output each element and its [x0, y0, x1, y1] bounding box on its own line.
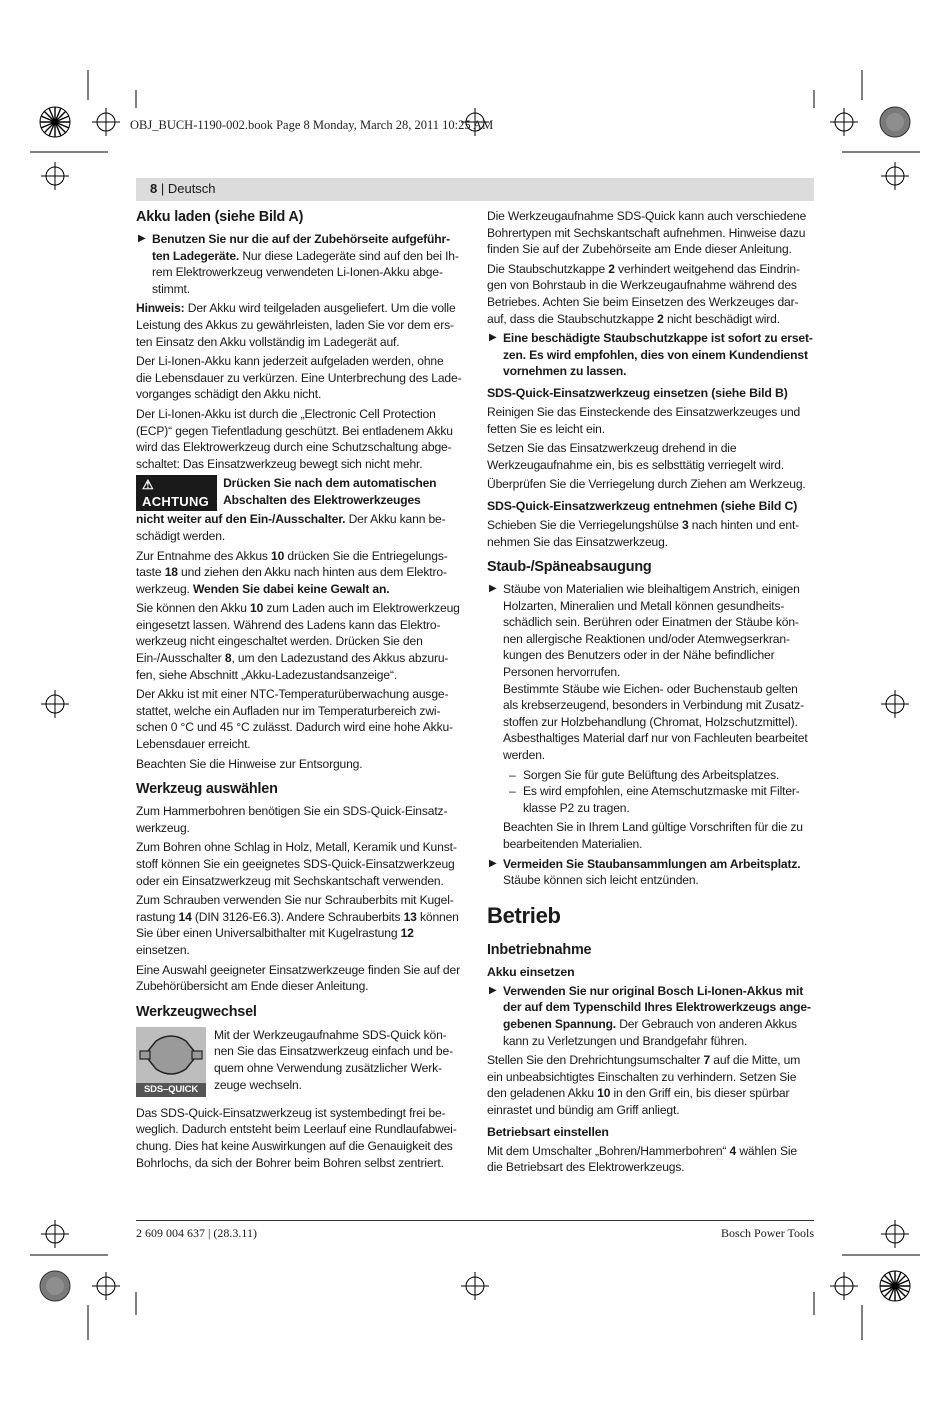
- para-warning-cont: nicht weiter auf den Ein-/Ausschalter. Der Akku kann beschädigt werden.: [136, 512, 446, 543]
- triangle-bullet-icon: ▶: [489, 332, 497, 344]
- para-eiche: Bestimmte Stäube wie Eichen- oder Buchenstaub gelten als krebserzeugend, besonders in Verbindung mit Zusatzstoffen zur Holzbehandlung (Chromat, Holzschutzmittel). Asbesthaltiges Material darf nur von Fachleuten bearbeitet werden.: [503, 681, 808, 763]
- triangle-bullet-icon: ▶: [138, 233, 146, 244]
- para-aufnahme: Die Werkzeugaufnahme SDS-Quick kann auch verschiedene Bohrertypen mit Sechskantschaft aufnehmen. Hinweise dazu finden Sie auf der Zubehörseite am Ende dieser Anleitung.: [487, 209, 807, 257]
- para-bohren: Zum Bohren ohne Schlag in Holz, Metall, Keramik und Kunststoff können Sie ein geeignetes SDS-Quick-Einsatzwerkzeug oder ein Einsatzwerkzeug mit Sechskantschaft verwenden.: [136, 840, 457, 888]
- heading-absaugung: Staub-/Späneabsaugung: [487, 559, 652, 576]
- left-column: [136, 208, 462, 1174]
- heading-werkzeug-auswaehlen: Werkzeug auswählen: [136, 781, 278, 798]
- heading-betrieb: Betrieb: [487, 902, 561, 928]
- bullet-ladegeraete: ▶ Benutzen Sie nur die auf der Zubehörseite aufgeführten Ladegeräte. Nur diese Ladegeräte sind auf den bei Ihrem Elektrowerkzeug verwendeten Li-Ionen-Akku abgestimmt.: [138, 232, 459, 296]
- footer-brand: Bosch Power Tools: [721, 1226, 814, 1240]
- right-column: [487, 208, 813, 1179]
- para-umschalter: Mit dem Umschalter „Bohren/Hammerbohren“ 4 wählen Sie die Betriebsart des Elektrowerkzeugs.: [487, 1143, 797, 1175]
- footer-rule: [136, 1220, 814, 1221]
- heading-akku-laden: Akku laden (siehe Bild A): [136, 209, 304, 225]
- page-header: [136, 178, 814, 201]
- grey-disc-bottom-left: [40, 1271, 70, 1301]
- para-liion-1: Der Li-Ionen-Akku kann jederzeit aufgeladen werden, ohne die Lebensdauer zu verkürzen. Eine Unterbrechung des Ladevorganges schädigt den Akku nicht.: [136, 354, 462, 402]
- triangle-bullet-icon: ▶: [489, 857, 497, 869]
- starburst-bottom-right: [880, 1271, 910, 1301]
- para-hammer: Zum Hammerbohren benötigen Sie ein SDS-Quick-Einsatzwerkzeug.: [136, 804, 448, 835]
- heading-entnehmen: SDS-Quick-Einsatzwerkzeug entnehmen (siehe Bild C): [487, 498, 798, 513]
- heading-werkzeugwechsel: Werkzeugwechsel: [136, 1003, 257, 1020]
- para-schieben: Schieben Sie die Verriegelungshülse 3 nach hinten und entnehmen Sie das Einsatzwerkzeug.: [487, 517, 800, 549]
- page-number: 8: [150, 181, 158, 196]
- para-auswahl: Eine Auswahl geeigneter Einsatzwerkzeuge finden Sie auf der Zubehörübersicht am Ende dieser Anleitung.: [136, 962, 460, 994]
- para-sds-fig: Mit der Werkzeugaufnahme SDS-Quick können Sie das Einsatzwerkzeug einfach und bequem ohne Verwendung zusätzlicher Werkzeuge wechseln.: [214, 1027, 454, 1092]
- para-sds-frei: Das SDS-Quick-Einsatzwerkzeug ist systembedingt frei beweglich. Dadurch entsteht beim Leerlauf eine Rundlaufabweichung. Dies hat keine Auswirkungen auf die Genauigkeit des Bohrlochs, da sich der Bohrer beim Bohren selbst zentriert.: [136, 1105, 457, 1170]
- footer-doc-number: 2 609 004 637 | (28.3.11): [136, 1226, 257, 1240]
- para-staubschutzkappe: Die Staubschutzkappe 2 verhindert weitgehend das Eindringen von Bohrstaub in die Werkzeugaufnahme während des Betriebes. Achten Sie beim Einsetzen des Werkzeuges darauf, dass die Staubschutzkappe 2 nicht beschädigt wird.: [487, 261, 800, 326]
- para-reinigen: Reinigen Sie das Einsteckende des Einsatzwerkzeuges und fetten Sie es leicht ein.: [487, 404, 801, 436]
- para-vorschriften: Beachten Sie in Ihrem Land gültige Vorschriften für die zu bearbeitenden Materialien.: [503, 820, 803, 851]
- header-separator: |: [157, 181, 168, 196]
- crosshair-top-left: [92, 108, 120, 136]
- para-ntc: Der Akku ist mit einer NTC-Temperaturüberwachung ausgestattet, welche ein Aufladen nur im Temperaturbereich zwischen 0 °C und 45 °C zulässt. Dadurch wird eine hohe Akku-Lebensdauer erreicht.: [136, 687, 453, 752]
- dash-item-belueftung: – Sorgen Sie für gute Belüftung des Arbeitsplatzes.: [509, 767, 780, 782]
- bullet-kappe: ▶ Eine beschädigte Staubschutzkappe ist sofort zu ersetzen. Es wird empfohlen, dies von einem Kundendienst vornehmen zu lassen.: [489, 331, 813, 379]
- para-laden: Sie können den Akku 10 zum Laden auch im Elektrowerkzeug eingesetzt lassen. Während des Ladens kann das Elektrowerkzeug nicht eingeschaltet werden. Drücken Sie den Ein-/Ausschalter 8, um den Ladezustand des Akkus abzurufen, siehe Abschnitt „Akku-Ladezustandsanzeige“.: [136, 601, 460, 682]
- para-liion-2: Der Li-Ionen-Akku ist durch die „Electronic Cell Protection (ECP)“ gegen Tiefentladung geschützt. Bei entladenem Akku wird das Elektrowerkzeug durch eine Schutzschaltung abgeschaltet: Das Einsatzwerkzeug bewegt sich nicht mehr.: [136, 406, 453, 471]
- bullet-original-akkus: ▶ Verwenden Sie nur original Bosch Li-Ionen-Akkus mit der auf dem Typenschild Ihres Elektrowerkzeugs angegebenen Spannung. Der Gebrauch von anderen Akkus kann zu Verletzungen und Brandgefahr führen.: [489, 983, 812, 1048]
- triangle-bullet-icon: ▶: [489, 984, 497, 996]
- para-schrauben: Zum Schrauben verwenden Sie nur Schrauberbits mit Kugelrastung 14 (DIN 3126-E6.3). Andere Schrauberbits 13 können Sie über einen Universalbithalter mit Kugelrastung 12 einsetzen.: [136, 893, 459, 957]
- para-setzen: Setzen Sie das Einsatzwerkzeug drehend in die Werkzeugaufnahme ein, bis es selbsttätig verriegelt wird.: [487, 441, 785, 472]
- starburst-top-left: [40, 107, 70, 137]
- sds-quick-icon: [136, 1027, 206, 1097]
- book-info: OBJ_BUCH-1190-002.book Page 8 Monday, March 28, 2011 10:25 AM: [130, 118, 494, 132]
- grey-disc-top-right: [880, 107, 910, 137]
- bullet-vermeiden: ▶ Vermeiden Sie Staubansammlungen am Arbeitsplatz. Stäube können sich leicht entzünden.: [489, 856, 801, 888]
- bullet-staeube: ▶ Stäube von Materialien wie bleihaltigem Anstrich, einigen Holzarten, Mineralien und Metall können gesundheitsschädlich sein. Berühren oder Einatmen der Stäube können allergische Reaktionen und/oder Atemwegserkrankungen des Benutzers oder in der Nähe befindlicher Personen hervorrufen.: [489, 582, 800, 680]
- header-language: Deutsch: [167, 181, 216, 196]
- heading-inbetriebnahme: Inbetriebnahme: [487, 941, 592, 958]
- para-entnahme: Zur Entnahme des Akkus 10 drücken Sie die Entriegelungstaste 18 und ziehen den Akku nach hinten aus dem Elektrowerkzeug. Wenden Sie dabei keine Gewalt an.: [136, 548, 448, 596]
- para-hinweis: Hinweis: Der Akku wird teilgeladen ausgeliefert. Um die volle Leistung des Akkus zu gewährleisten, laden Sie vor dem ersten Einsatz den Akku vollständig im Ladegerät auf.: [136, 301, 456, 349]
- triangle-bullet-icon: ▶: [489, 583, 497, 595]
- sds-quick-figure: [136, 1027, 462, 1097]
- dash-item-atemschutz: – Es wird empfohlen, eine Atemschutzmaske mit Filterklasse P2 zu tragen.: [509, 784, 800, 815]
- para-pruefen: Überprüfen Sie die Verriegelung durch Ziehen am Werkzeug.: [487, 477, 806, 492]
- warning-block: ⚠ ACHTUNG Drücken Sie nach dem automatischen Abschalten des Elektrowerkzeuges: [136, 475, 462, 511]
- para-drehrichtung: Stellen Sie den Drehrichtungsumschalter 7 auf die Mitte, um ein unbeabsichtigtes Einschalten zu verhindern. Setzen Sie den geladenen Akku 10 in den Griff ein, bis dieser spürbar einrastet und bündig am Griff anliegt.: [487, 1053, 801, 1117]
- heading-akku-einsetzen: Akku einsetzen: [487, 964, 575, 979]
- heading-betriebsart: Betriebsart einstellen: [487, 1124, 609, 1139]
- heading-einsetzen: SDS-Quick-Einsatzwerkzeug einsetzen (siehe Bild B): [487, 385, 788, 400]
- warning-badge: ⚠ ACHTUNG: [136, 475, 217, 511]
- para-entsorgung: Beachten Sie die Hinweise zur Entsorgung.: [136, 756, 363, 771]
- sds-quick-label: SDS–QUICK: [136, 1083, 206, 1097]
